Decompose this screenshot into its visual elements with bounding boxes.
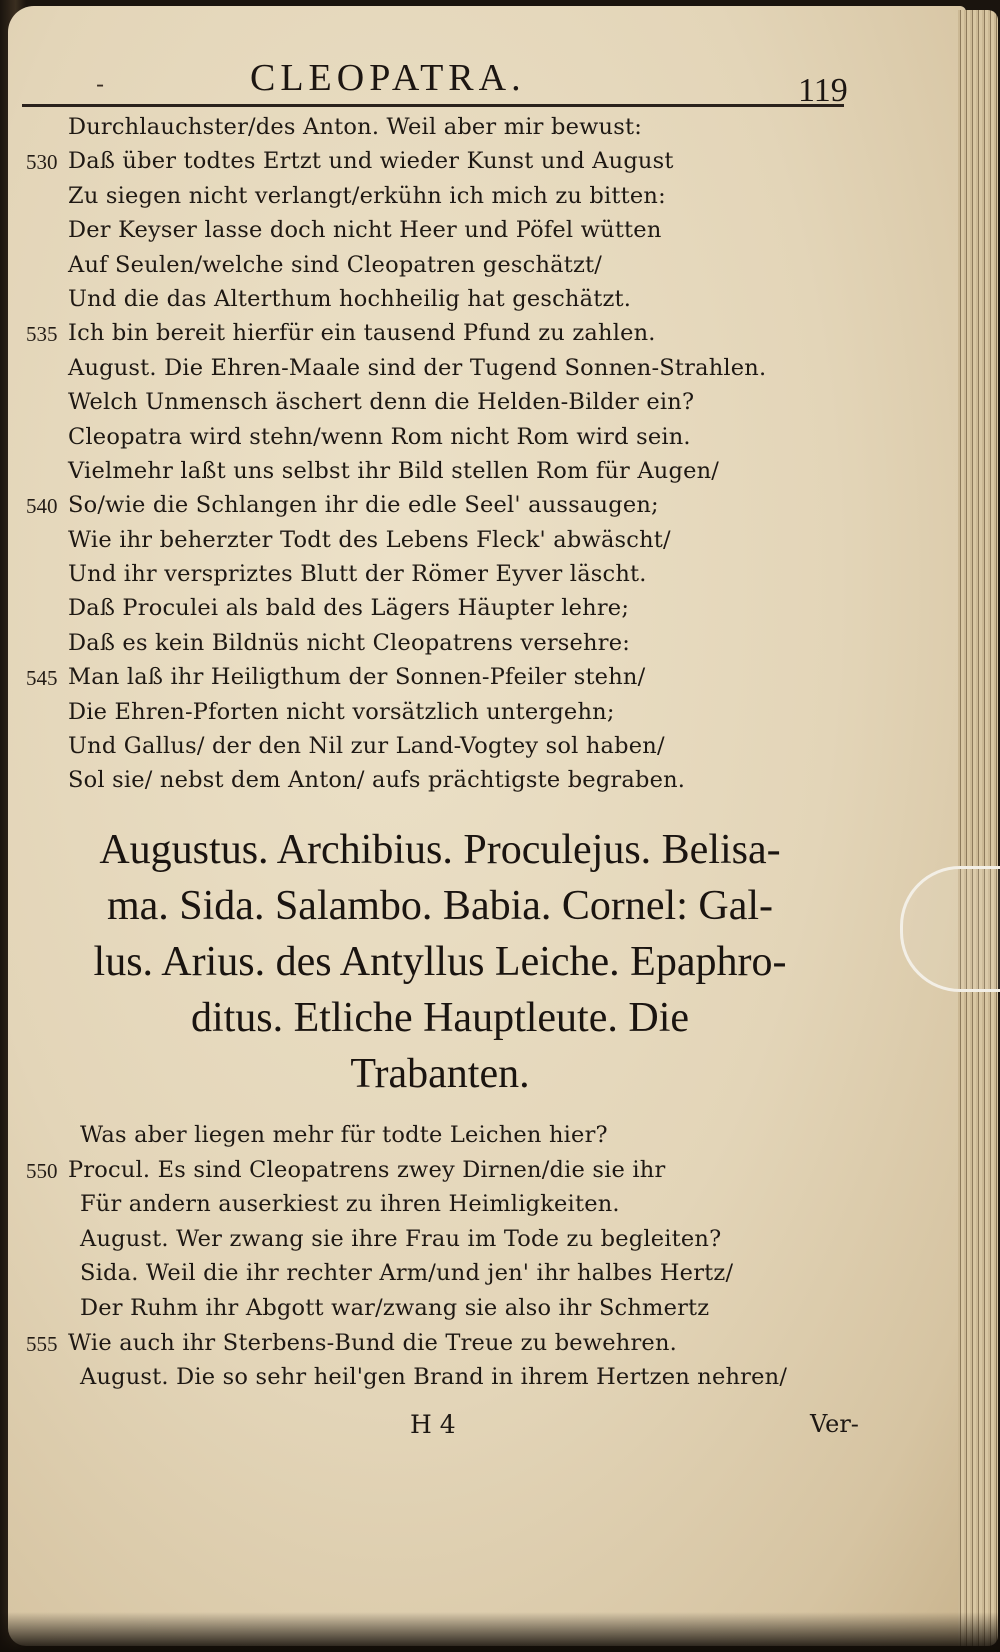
verse-line <box>26 1326 906 1361</box>
verse-text: Procul. Es sind Cleopatrens zwey Dirnen/die sie ihr <box>68 1156 666 1183</box>
scene-cast-heading <box>40 822 840 1102</box>
verse-text: Für andern auserkiest zu ihren Heimligkeiten. <box>80 1191 620 1218</box>
line-number: 555 <box>26 1331 58 1356</box>
header-rule <box>22 104 844 107</box>
verse-text: Die Ehren-Pforten nicht vorsätzlich untergehn; <box>68 698 615 725</box>
line-number: 545 <box>26 666 58 691</box>
verse-line <box>26 1187 906 1222</box>
verse-text: Daß über todtes Ertzt und wieder Kunst und August <box>68 148 674 175</box>
verse-line <box>26 488 906 522</box>
running-head-title: CLEOPATRA. <box>250 57 526 99</box>
verse-text: Auf Seulen/welche sind Cleopatren geschätzt/ <box>68 251 603 278</box>
verse-line <box>26 454 906 488</box>
verse-text: August. Wer zwang sie ihre Frau im Tode zu begleiten? <box>80 1225 722 1252</box>
verse-line <box>26 420 906 454</box>
verse-text: Wie auch ihr Sterbens-Bund die Treue zu bewehren. <box>68 1329 677 1356</box>
verse-text: Man laß ihr Heiligthum der Sonnen-Pfeiler stehn/ <box>68 664 646 691</box>
verse-line <box>26 660 906 694</box>
verse-line <box>26 1360 906 1395</box>
verse-text: Wie ihr beherzter Todt des Lebens Fleck' abwäscht/ <box>68 526 671 553</box>
cast-line: ma. Sida. Salambo. Babia. Cornel: Gal- <box>106 883 774 929</box>
verse-line <box>26 1222 906 1257</box>
verse-block-top <box>26 110 906 798</box>
verse-line <box>26 179 906 213</box>
verse-text: Der Keyser lasse doch nicht Heer und Pöfel wütten <box>68 217 662 244</box>
verse-line <box>26 351 906 385</box>
verse-text: Durchlauchster/des Anton. Weil aber mir bewust: <box>68 114 643 140</box>
verse-line <box>26 385 906 419</box>
header-mark: - <box>96 70 105 98</box>
verse-text: Daß Proculei als bald des Lägers Häupter lehre; <box>68 595 630 622</box>
verse-text: Der Ruhm ihr Abgott war/zwang sie also ihr Schmertz <box>80 1294 710 1321</box>
verse-line <box>26 523 906 557</box>
line-number: 535 <box>26 322 58 347</box>
verse-text: Und die das Alterthum hochheilig hat geschätzt. <box>68 285 632 312</box>
signature-mark: H 4 <box>410 1410 456 1439</box>
verse-text: Cleopatra wird stehn/wenn Rom nicht Rom wird sein. <box>68 423 691 450</box>
verse-line <box>26 1153 906 1188</box>
verse-text: Und ihr verspriztes Blutt der Römer Eyver läscht. <box>68 561 647 588</box>
catchword: Ver- <box>810 1410 859 1438</box>
verse-line <box>26 626 906 660</box>
verse-line <box>26 213 906 247</box>
verse-line <box>26 1291 906 1326</box>
verse-line <box>26 557 906 591</box>
verse-line <box>26 144 906 178</box>
verse-line <box>26 591 906 625</box>
verse-line <box>26 763 906 797</box>
cast-line: lus. Arius. des Antyllus Leiche. Epaphro- <box>93 939 787 985</box>
page-edges <box>958 10 998 1646</box>
cast-line: Trabanten. <box>350 1051 530 1097</box>
bottom-shadow <box>0 1612 1000 1652</box>
verse-line <box>26 729 906 763</box>
cast-line: ditus. Etliche Hauptleute. Die <box>190 995 690 1041</box>
line-number: 530 <box>26 150 58 175</box>
verse-line <box>26 316 906 350</box>
verse-text: Welch Unmensch äschert denn die Helden-Bilder ein? <box>68 389 695 416</box>
verse-line <box>26 1118 906 1153</box>
verse-line <box>26 248 906 282</box>
verse-text: August. Die so sehr heil'gen Brand in ihrem Hertzen nehren/ <box>80 1364 788 1391</box>
verse-text: Was aber liegen mehr für todte Leichen hier? <box>80 1122 608 1148</box>
verse-block-bottom <box>26 1118 906 1395</box>
verse-line <box>26 695 906 729</box>
verse-line <box>26 282 906 316</box>
verse-text: Vielmehr laßt uns selbst ihr Bild stellen Rom für Augen/ <box>68 457 720 484</box>
line-number: 550 <box>26 1158 58 1183</box>
line-number: 540 <box>26 494 58 519</box>
verse-text: Und Gallus/ der den Nil zur Land-Vogtey sol haben/ <box>68 733 665 760</box>
page-number: 119 <box>798 72 848 109</box>
verse-text: August. Die Ehren-Maale sind der Tugend Sonnen-Strahlen. <box>68 354 767 381</box>
verse-line <box>26 110 906 144</box>
verse-line <box>26 1256 906 1291</box>
verse-text: Daß es kein Bildnüs nicht Cleopatrens versehre: <box>68 629 631 656</box>
cast-line: Augustus. Archibius. Proculejus. Belisa- <box>99 827 781 873</box>
verse-text: Ich bin bereit hierfür ein tausend Pfund zu zahlen. <box>68 320 656 347</box>
verse-text: Zu siegen nicht verlangt/erkühn ich mich zu bitten: <box>68 182 666 209</box>
verse-text: Sol sie/ nebst dem Anton/ aufs prächtigste begraben. <box>68 767 686 794</box>
verse-text: So/wie die Schlangen ihr die edle Seel' aussaugen; <box>68 492 659 519</box>
verse-text: Sida. Weil die ihr rechter Arm/und jen' ihr halbes Hertz/ <box>80 1260 734 1287</box>
